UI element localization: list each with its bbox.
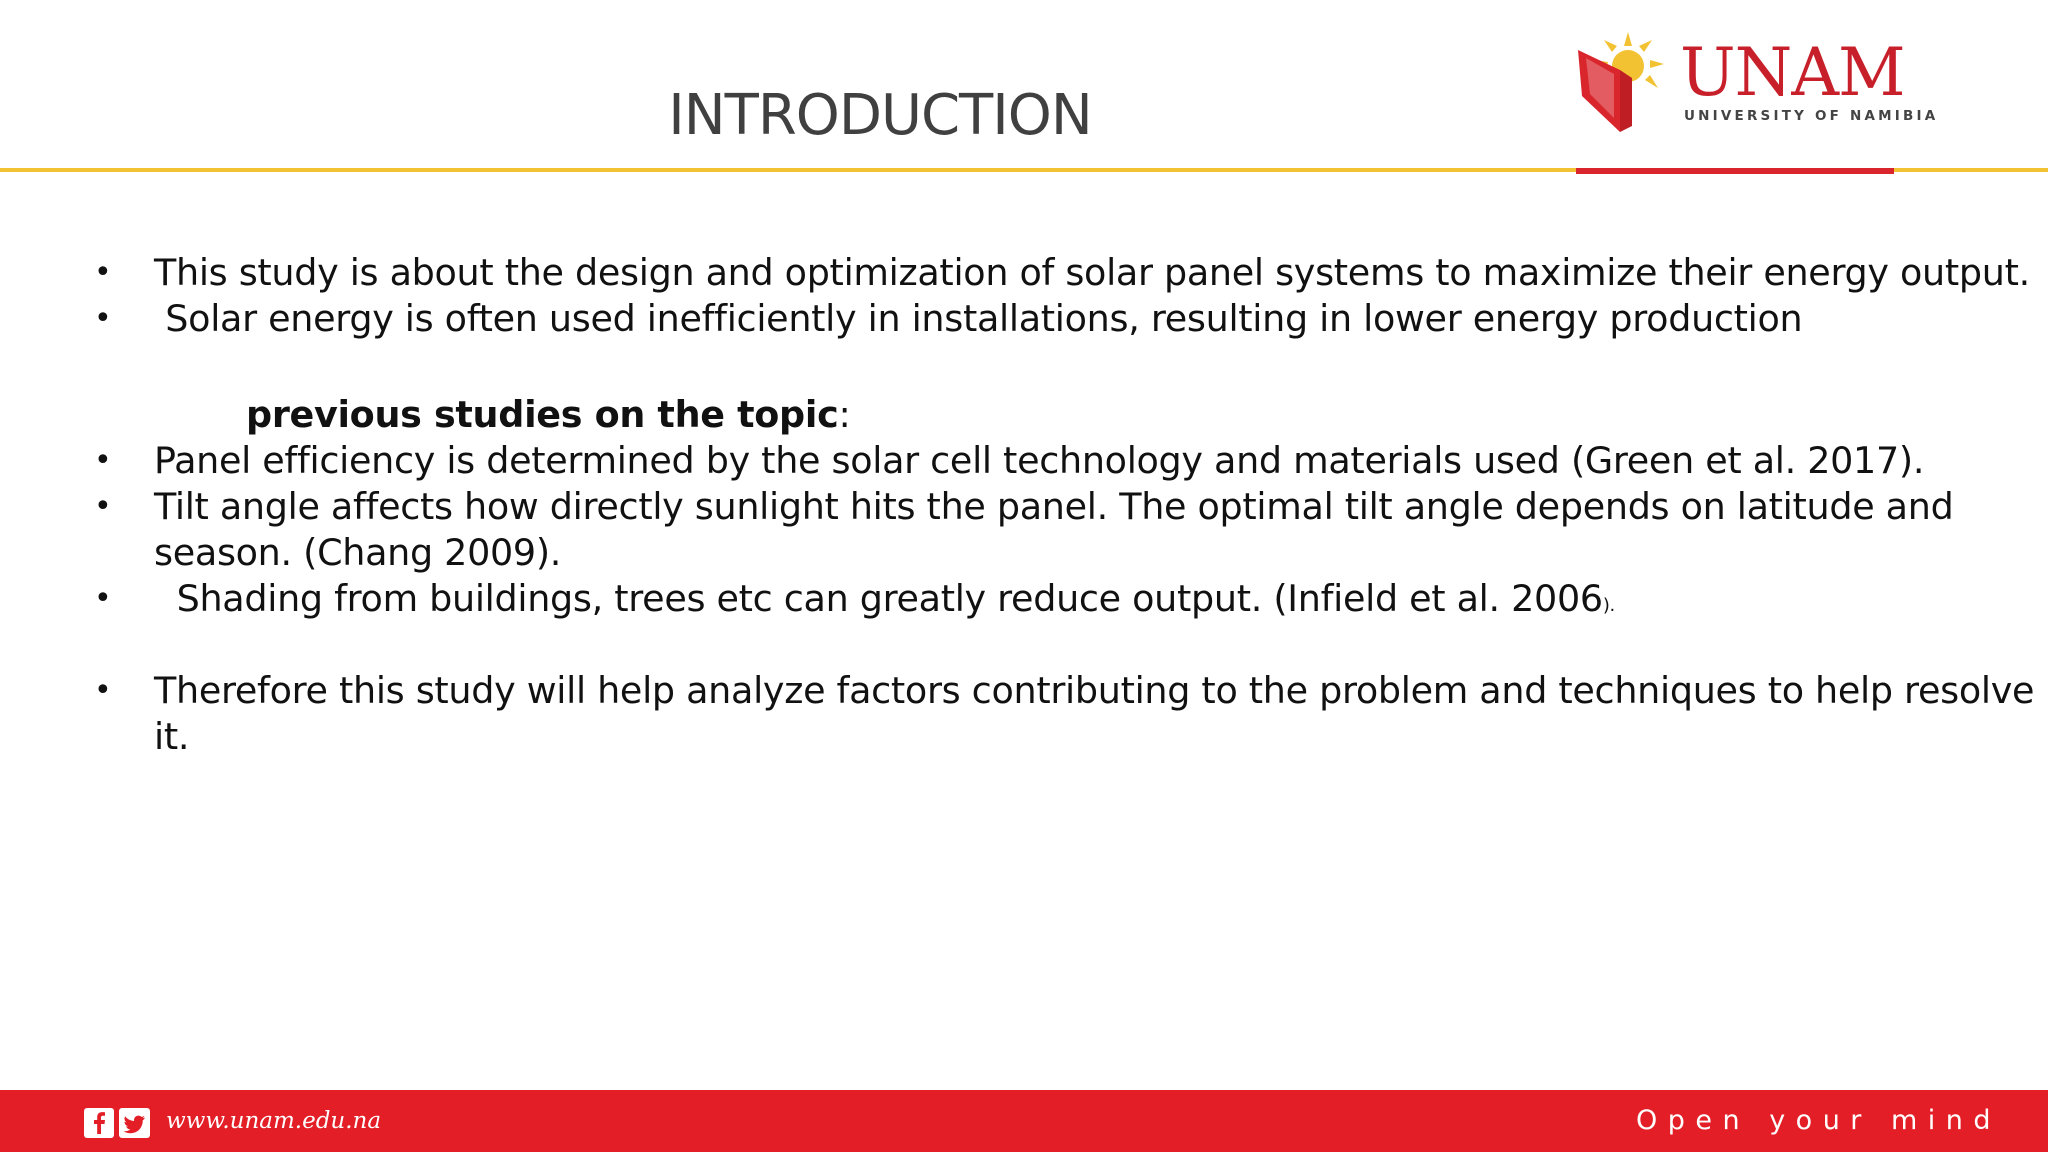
bullet-panel-efficiency: Panel efficiency is determined by the solar cell technology and materials used (Green et al. 2017). [154,439,1925,482]
unam-logo-mark-icon [1572,30,1672,134]
bullet-marker: • [94,581,112,616]
bullet-conclusion-line2: it. [154,715,190,758]
bullet-study-purpose: This study is about the design and optimization of solar panel systems to maximize their energy output. [154,251,2030,294]
slide-title: INTRODUCTION [668,83,1092,148]
bullet-tilt-angle-line1: Tilt angle affects how directly sunlight hits the panel. The optimal tilt angle depends on latitude and [154,485,1954,528]
bullet-marker: • [94,255,112,290]
logo-wordmark: UNAM [1680,34,1905,111]
bullet-conclusion-line1: Therefore this study will help analyze factors contributing to the problem and techniques to help resolve [154,669,2035,712]
bullet-marker: • [94,673,112,708]
section-heading-line [246,392,850,438]
section-heading: previous studies on the topic [246,393,839,436]
bullet-shading-text: Shading from buildings, trees etc can greatly reduce output. (Infield et al. 2006 [154,577,1603,620]
bullet-marker: • [94,301,112,336]
bullet-shading [154,576,1615,629]
unam-logo [1572,26,1939,138]
bullet-tilt-angle-line2: season. (Chang 2009). [154,531,562,574]
facebook-icon[interactable] [84,1108,114,1138]
header-divider-accent [1576,168,1894,174]
logo-subtitle: UNIVERSITY OF NAMIBIA [1684,108,1939,124]
bullet-inefficiency: Solar energy is often used inefficiently in installations, resulting in lower energy production [154,297,1803,340]
bullet-shading-tail: ). [1602,595,1615,616]
footer-bar [0,1090,2048,1152]
section-heading-colon: : [838,393,851,436]
twitter-icon[interactable] [119,1108,150,1138]
footer-website-link[interactable]: www.unam.edu.na [166,1108,382,1134]
bullet-marker: • [94,489,112,524]
bullet-marker: • [94,443,112,478]
footer-tagline: Open your mind [1636,1105,2002,1136]
